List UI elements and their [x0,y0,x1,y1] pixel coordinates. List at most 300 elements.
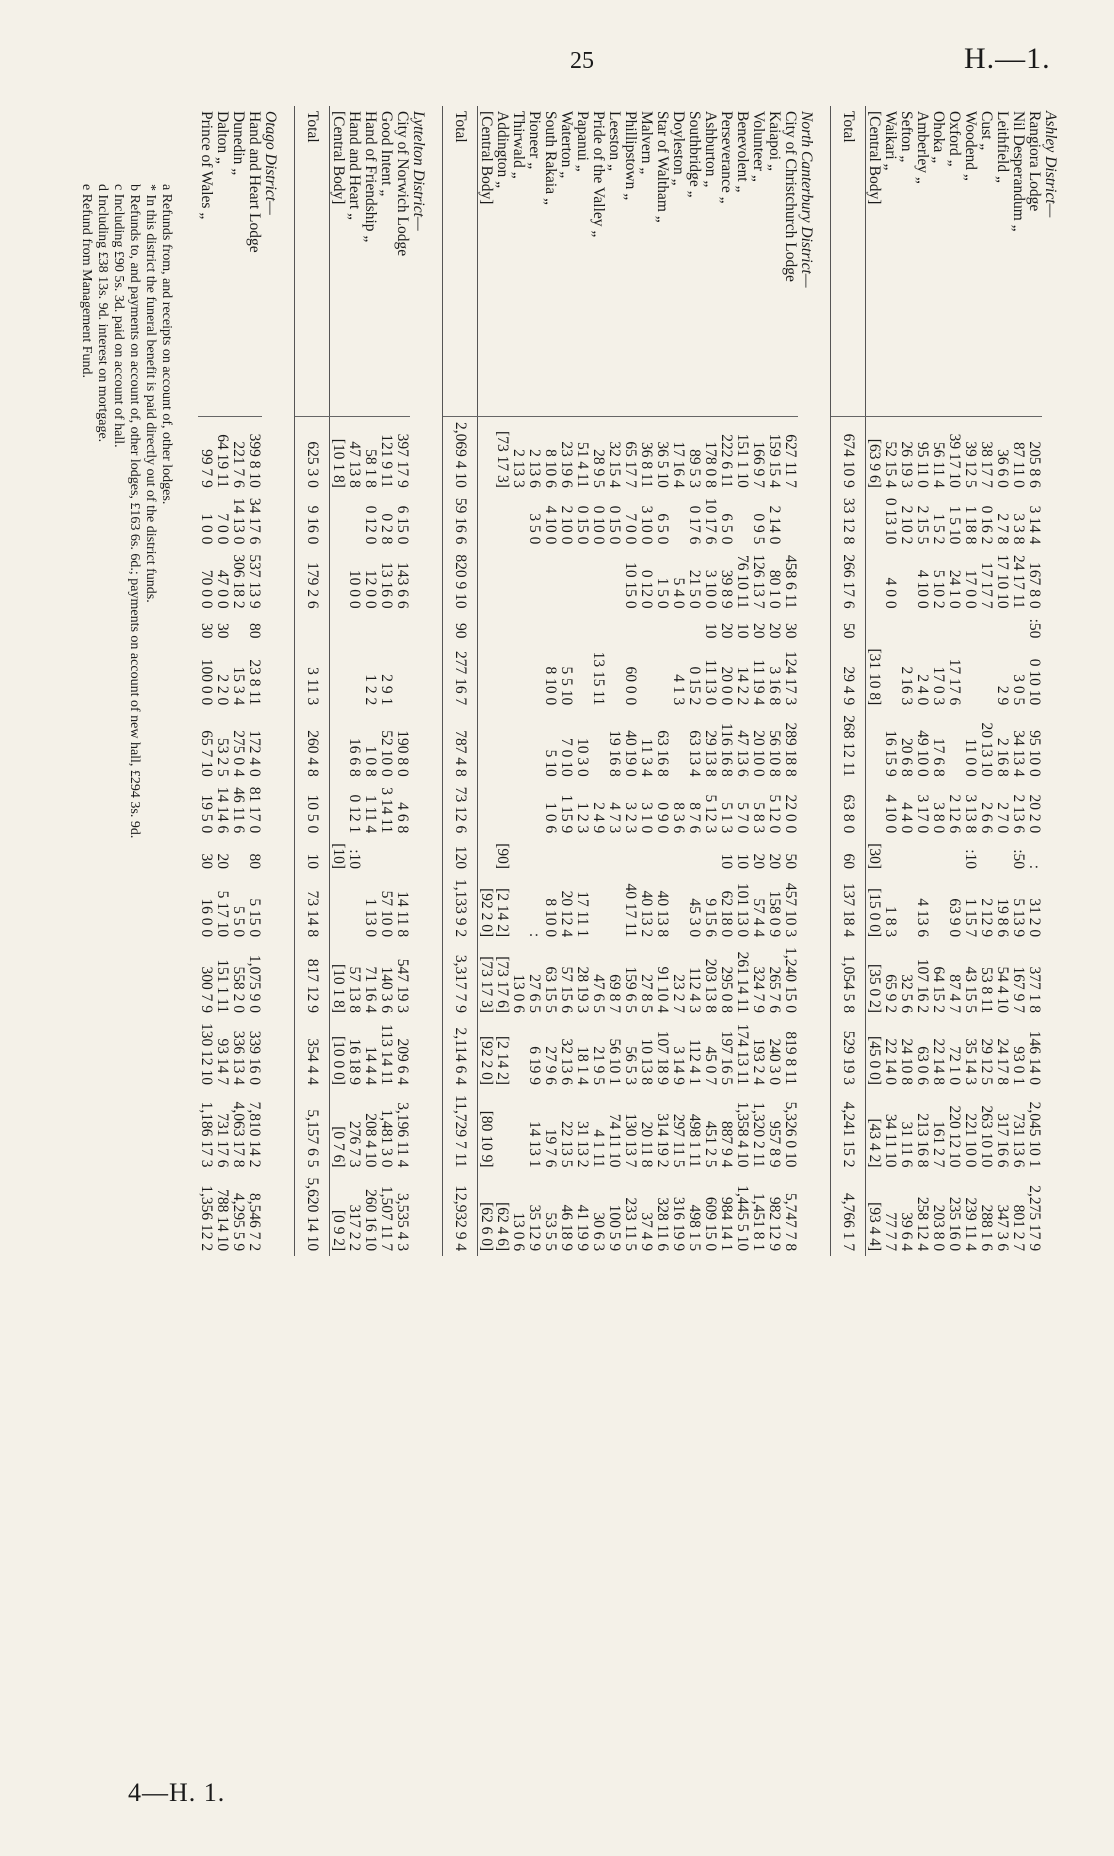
table-cell [946,710,962,781]
table-cell: :50 [1009,849,1027,870]
table-cell [494,1090,510,1172]
table-cell: 54 4 10 [993,966,1011,1014]
table-cell: 316 19 9 [669,1196,687,1252]
table-cell [346,614,362,644]
table-cell [346,493,362,550]
table-cell [494,782,510,839]
table-cell: 1,186 17 3 [197,1101,215,1168]
table-cell: 172 4 0 [245,730,263,777]
total-cell: 137 18 4 [831,874,866,942]
table-cell: 130 12 10 [197,1023,215,1086]
table-cell [394,614,410,644]
table-cell: 112 4 3 [685,967,703,1014]
table-cell: 0 12 0 [361,505,379,545]
table-cell: 159 6 5 [621,966,639,1014]
lodge-row [230,106,246,1256]
spacer-row [182,106,198,1256]
table-cell [866,549,883,613]
series-reference: H.—1. [964,42,1051,75]
lodge-name: Pioneer „ [525,111,543,170]
table-cell: 36 5 10 [654,417,670,493]
table-cell [670,838,686,874]
table-cell [526,549,542,613]
total-cell: 787 4 8 [443,710,478,781]
lodge-row [346,106,362,1256]
table-cell [606,643,622,710]
table-cell: 56 5 3 [621,1046,639,1086]
lodge-row [670,106,686,1256]
total-cell: 9 16 0 [295,493,330,550]
table-cell: 65 9 2 [881,974,899,1014]
table-cell: [10] [329,843,347,870]
table-cell: [2 14 2] [493,888,511,938]
table-cell: 41 19 9 [573,1204,591,1252]
lodge-row [510,106,526,1256]
table-cell: 14 11 8 [393,891,411,938]
table-cell: 193 2 4 [749,1038,767,1086]
table-cell: 22 14 8 [929,1038,947,1086]
lodge-row [246,106,262,1256]
table-cell: 146 14 0 [1025,1030,1043,1086]
total-cell: 63 8 0 [831,782,866,839]
table-cell: 15 3 4 [229,666,247,706]
table-cell: 22 0 0 [781,794,799,834]
total-cell: 268 12 11 [831,710,866,781]
lodge-row [782,106,798,1256]
table-cell [478,782,495,839]
table-cell: 6 5 0 [653,513,671,545]
table-cell: 3 0 5 [1009,674,1027,706]
table-cell [494,710,510,781]
total-cell: 90 [443,614,478,644]
total-cell: 50 [831,614,866,644]
table-cell: 34 13 4 [1009,730,1027,777]
table-cell: 0 15 2 [685,666,703,706]
lodge-row [898,106,914,1256]
table-cell: 91 10 4 [653,966,671,1014]
table-cell: [43 4 2] [865,1118,883,1168]
spacer-row [814,106,831,1256]
total-cell: 59 16 6 [443,493,478,550]
table-cell: 31 13 2 [573,1121,591,1168]
table-cell [638,643,654,710]
table-cell [330,493,347,550]
table-cell: [62 6 0] [477,1202,495,1252]
table-cell [378,838,394,874]
lodge-funds-table [182,106,1058,1256]
table-cell: 4 0 0 [881,577,899,609]
table-cell: 7 0 10 [557,737,575,777]
table-cell: 19 7 6 [541,1128,559,1168]
table-cell [782,493,798,550]
table-cell [590,710,606,781]
table-cell: 297 11 5 [669,1113,687,1168]
table-cell: 14 14 6 [213,786,231,834]
lodge-name: Perseverance „ [717,111,735,204]
lodge-name: Ohoka „ [929,111,947,164]
table-cell: 5 17 10 [213,890,231,938]
table-cell: 3 14 4 [1025,505,1043,545]
table-cell [510,643,526,710]
total-cell: 2,114 6 4 [443,1018,478,1090]
table-cell: 21 9 5 [589,1046,607,1086]
table-cell [670,614,686,644]
lodge-row [914,106,930,1256]
table-cell: [10 0 0] [329,1035,347,1086]
lodge-name: [Central Body] [477,111,495,205]
table-cell: 20 12 4 [557,890,575,938]
table-cell [654,614,670,644]
table-cell [606,874,622,942]
table-cell: 235 16 0 [945,1196,963,1252]
table-cell: 63 15 5 [541,966,559,1014]
table-cell [930,874,946,942]
table-cell: 17 17 7 [977,562,995,609]
table-cell [330,549,347,613]
table-cell: 64 19 11 [214,417,230,493]
table-cell [590,614,606,644]
table-cell: :10 [961,849,979,870]
table-cell [574,838,590,874]
table-cell: 112 4 1 [685,1039,703,1086]
table-cell: 39 12 5 [962,417,978,493]
table-cell: 1 15 7 [961,898,979,938]
table-cell: 63 16 8 [653,730,671,777]
table-cell: 178 0 8 [702,417,718,493]
table-cell: 288 1 6 [977,1204,995,1252]
total-label: Total [831,106,866,417]
lodge-name: Dalton „ [213,111,231,164]
table-cell: 10 17 6 [701,497,719,545]
table-cell: 7 0 0 [213,513,231,545]
table-cell: 788 14 10 [213,1189,231,1252]
table-cell [526,782,542,839]
table-cell: 40 17 11 [621,883,639,938]
table-cell: 93 14 7 [213,1038,231,1086]
table-cell: 336 13 4 [229,1030,247,1086]
table-cell: 57 4 4 [749,898,767,938]
table-cell: 1,356 12 2 [197,1185,215,1252]
table-cell: 5 13 9 [1009,898,1027,938]
table-cell: : [1025,864,1043,870]
table-cell: 53 8 11 [977,967,995,1014]
total-cell: 354 4 4 [295,1018,330,1090]
table-cell: 16 0 0 [197,898,215,938]
district-title: North Canterbury District— [797,111,815,288]
lodge-name: Prince of Wales „ [197,111,215,220]
spacer-row [426,106,443,1256]
table-cell [606,549,622,613]
table-cell: 1,320 2 11 [749,1102,767,1168]
table-cell: 47 13 6 [733,730,751,777]
table-cell [670,874,686,942]
table-cell: 46 18 9 [557,1204,575,1252]
total-cell: 29 4 9 [831,643,866,710]
table-cell [606,838,622,874]
table-cell: 261 14 11 [733,951,751,1014]
table-cell: 31 2 0 [1025,898,1043,938]
table-cell: 167 9 7 [1009,966,1027,1014]
table-cell: : [525,932,543,938]
table-cell: 3 10 0 [701,569,719,609]
table-cell: 2 9 [993,685,1011,706]
table-cell: 8 10 0 [541,898,559,938]
table-cell: 5,747 7 8 [781,1193,799,1252]
table-cell: 4 1 3 [669,674,687,706]
table-cell: 2 13 6 [526,417,542,493]
table-cell: [0 9 2] [329,1209,347,1252]
table-cell: 53 5 5 [541,1212,559,1252]
table-cell: 265 7 6 [765,966,783,1014]
table-cell: 4,063 17 8 [229,1101,247,1168]
table-cell: 40 19 0 [621,730,639,777]
table-cell: 24 10 8 [897,1038,915,1086]
table-cell: 10 [733,622,751,639]
table-cell: 19 16 8 [605,730,623,777]
table-cell: 5 12 3 [701,794,719,834]
table-cell: 56 10 8 [765,730,783,777]
table-cell [898,549,914,613]
table-cell: 4 10 0 [913,569,931,609]
bottom-page-reference: 4—H. 1. [128,1778,226,1807]
table-cell [882,838,898,874]
table-cell: 451 2 5 [701,1121,719,1168]
table-cell: 22 13 5 [557,1121,575,1168]
lodge-name: Pride of the Valley „ [589,111,607,238]
lodge-name: Woodend „ [961,111,979,181]
table-cell [494,643,510,710]
table-cell: 233 11 5 [621,1197,639,1252]
table-cell [362,614,378,644]
lodge-row [214,106,230,1256]
table-cell: 295 0 8 [717,966,735,1014]
table-cell [670,710,686,781]
table-cell: 7,810 14 2 [245,1101,263,1168]
table-cell: 93 0 1 [1009,1046,1027,1086]
table-cell: 167 8 0 [1025,562,1043,609]
table-cell: 29 12 5 [977,1038,995,1086]
table-cell: 30 6 3 [589,1212,607,1252]
table-cell: 13 0 6 [509,1212,527,1252]
table-cell [994,838,1010,874]
district-header-row [1042,106,1058,1256]
total-label: Total [295,106,330,417]
table-cell: 5 1 3 [717,802,735,834]
table-cell: 60 0 0 [621,666,639,706]
table-cell: 107 16 2 [913,958,931,1014]
lodge-name: Malvern „ [637,111,655,175]
table-cell: 174 13 11 [733,1023,751,1086]
table-cell: 43 15 5 [961,966,979,1014]
table-cell: 87 11 0 [1010,417,1026,493]
table-cell: 3 2 3 [621,802,639,834]
table-cell [866,710,883,781]
table-cell: 537 13 9 [245,554,263,609]
total-cell: 5,620 14 10 [295,1173,330,1257]
table-cell [478,838,495,874]
total-cell: 674 10 9 [831,417,866,493]
total-row [443,106,478,1256]
table-cell: 56 11 4 [930,417,946,493]
table-cell: [10 1 8] [330,417,347,493]
spacer-row [278,106,295,1256]
table-cell: 17 10 10 [993,554,1011,609]
table-cell: 1 8 3 [881,906,899,938]
table-cell [330,710,347,781]
table-cell: 46 11 6 [229,787,247,834]
table-cell [510,549,526,613]
table-cell: 2 7 8 [993,513,1011,545]
table-cell: 32 5 6 [897,974,915,1014]
district-header-row [798,106,814,1256]
table-cell: 5,326 0 10 [781,1101,799,1168]
table-cell [978,643,994,710]
lodge-name: Southbridge „ [685,111,703,198]
table-cell: 3,535 4 3 [393,1193,411,1252]
table-cell: 209 6 4 [393,1038,411,1086]
footnote: e Refund from Management Fund. [79,184,94,379]
lodge-row [526,106,542,1256]
table-cell: 208 4 10 [361,1113,379,1168]
table-cell: 1 2 3 [573,802,591,834]
table-cell: 39 6 4 [897,1212,915,1252]
lodge-name: [Central Body] [329,111,347,205]
table-cell: 1,240 15 0 [781,947,799,1014]
table-cell: 11 3 4 [637,738,655,777]
table-cell: 38 17 7 [978,417,994,493]
table-cell [526,614,542,644]
lodge-row [542,106,558,1256]
table-cell [1010,614,1026,644]
table-cell: 1 0 6 [541,802,559,834]
table-cell: 20 2 0 [1025,794,1043,834]
table-cell [590,549,606,613]
lodge-row [750,106,766,1256]
district-title: Otago District— [261,111,279,215]
table-cell: 2 4 0 [913,674,931,706]
table-cell: 143 6 6 [393,562,411,609]
table-cell: 300 7 9 [197,966,215,1014]
table-cell: 14 2 2 [733,666,751,706]
table-cell: 627 11 7 [782,417,798,493]
lodge-row [946,106,962,1256]
table-cell: 1 5 0 [653,577,671,609]
table-cell: 32 13 6 [557,1038,575,1086]
lodge-row [702,106,718,1256]
total-cell: 4,241 15 2 [831,1090,866,1172]
table-cell: 21 5 0 [685,569,703,609]
table-cell: 10 13 8 [637,1038,655,1086]
table-cell: 0 15 0 [573,505,591,545]
table-cell: [93 4 4] [865,1202,883,1252]
table-cell: 12 0 0 [361,569,379,609]
table-cell: 51 4 11 [574,417,590,493]
table-cell: 20 10 0 [749,730,767,777]
table-cell: 81 17 0 [245,786,263,834]
table-cell: 101 13 0 [733,882,751,938]
table-cell: 4 1 11 [589,1129,607,1168]
total-cell: 120 [443,838,478,874]
table-cell [478,710,495,781]
table-cell: 275 0 4 [229,730,247,777]
table-cell: 2,275 17 9 [1025,1185,1043,1252]
table-cell [882,614,898,644]
table-cell: 609 15 0 [701,1196,719,1252]
table-cell: 30 [197,853,215,870]
lodge-row [1010,106,1026,1256]
table-cell: 4 13 6 [913,898,931,938]
page-number: 25 [570,48,594,74]
lodge-row [478,106,495,1256]
footnotes [78,184,174,1844]
table-cell: [0 7 6] [329,1126,347,1168]
table-cell: :10 [345,849,363,870]
table-cell: 3 3 8 [1009,513,1027,545]
table-cell [510,710,526,781]
table-cell: 0 12 0 [637,569,655,609]
table-cell: 205 8 6 [1026,417,1042,493]
lodge-name: Hand and Heart „ [345,111,363,220]
table-cell [914,838,930,874]
lodge-name: City of Christchurch Lodge [781,111,799,282]
table-cell: 3,196 11 4 [393,1102,411,1168]
table-cell: 40 13 8 [653,890,671,938]
table-cell: :50 [1025,618,1043,639]
table-cell: 13 16 0 [377,562,395,609]
table-cell [478,643,495,710]
table-cell: 314 19 2 [653,1113,671,1168]
table-cell: 5 15 0 [245,898,263,938]
table-cell: 1 11 4 [361,795,379,834]
table-cell [542,838,558,874]
table-cell: 10 0 0 [345,569,363,609]
table-cell: 984 14 1 [717,1196,735,1252]
table-cell [526,643,542,710]
table-cell [394,838,410,874]
table-cell [574,549,590,613]
table-cell: 2 12 9 [977,898,995,938]
total-cell: 179 2 6 [295,549,330,613]
table-cell: 457 10 3 [781,882,799,938]
table-cell: [62 4 6] [493,1202,511,1252]
table-cell [542,614,558,644]
table-cell: [45 0 0] [865,1035,883,1086]
table-cell: 2 16 8 [993,737,1011,777]
table-cell: 50 [781,853,799,870]
table-cell: 80 [245,622,263,639]
table-cell: 17 17 6 [945,658,963,706]
lodge-row [962,106,978,1256]
table-cell [978,838,994,874]
table-cell [526,710,542,781]
table-cell: 19 5 0 [197,794,215,834]
district-header-row [262,106,278,1256]
table-cell: 30 [213,622,231,639]
table-cell: 63 13 4 [685,730,703,777]
table-cell: 20 [749,853,767,870]
table-cell: 20 6 8 [897,737,915,777]
table-cell: 306 18 2 [229,554,247,609]
lodge-name: Ashburton „ [701,111,719,188]
lodge-name: Hand of Friendship „ [361,111,379,243]
lodge-row [622,106,638,1256]
total-cell: 4,766 1 7 [831,1173,866,1257]
table-cell [574,614,590,644]
table-cell: 5 10 2 [929,569,947,609]
table-cell: 1 2 2 [361,674,379,706]
table-cell: 49 10 0 [913,730,931,777]
table-cell [866,614,883,644]
